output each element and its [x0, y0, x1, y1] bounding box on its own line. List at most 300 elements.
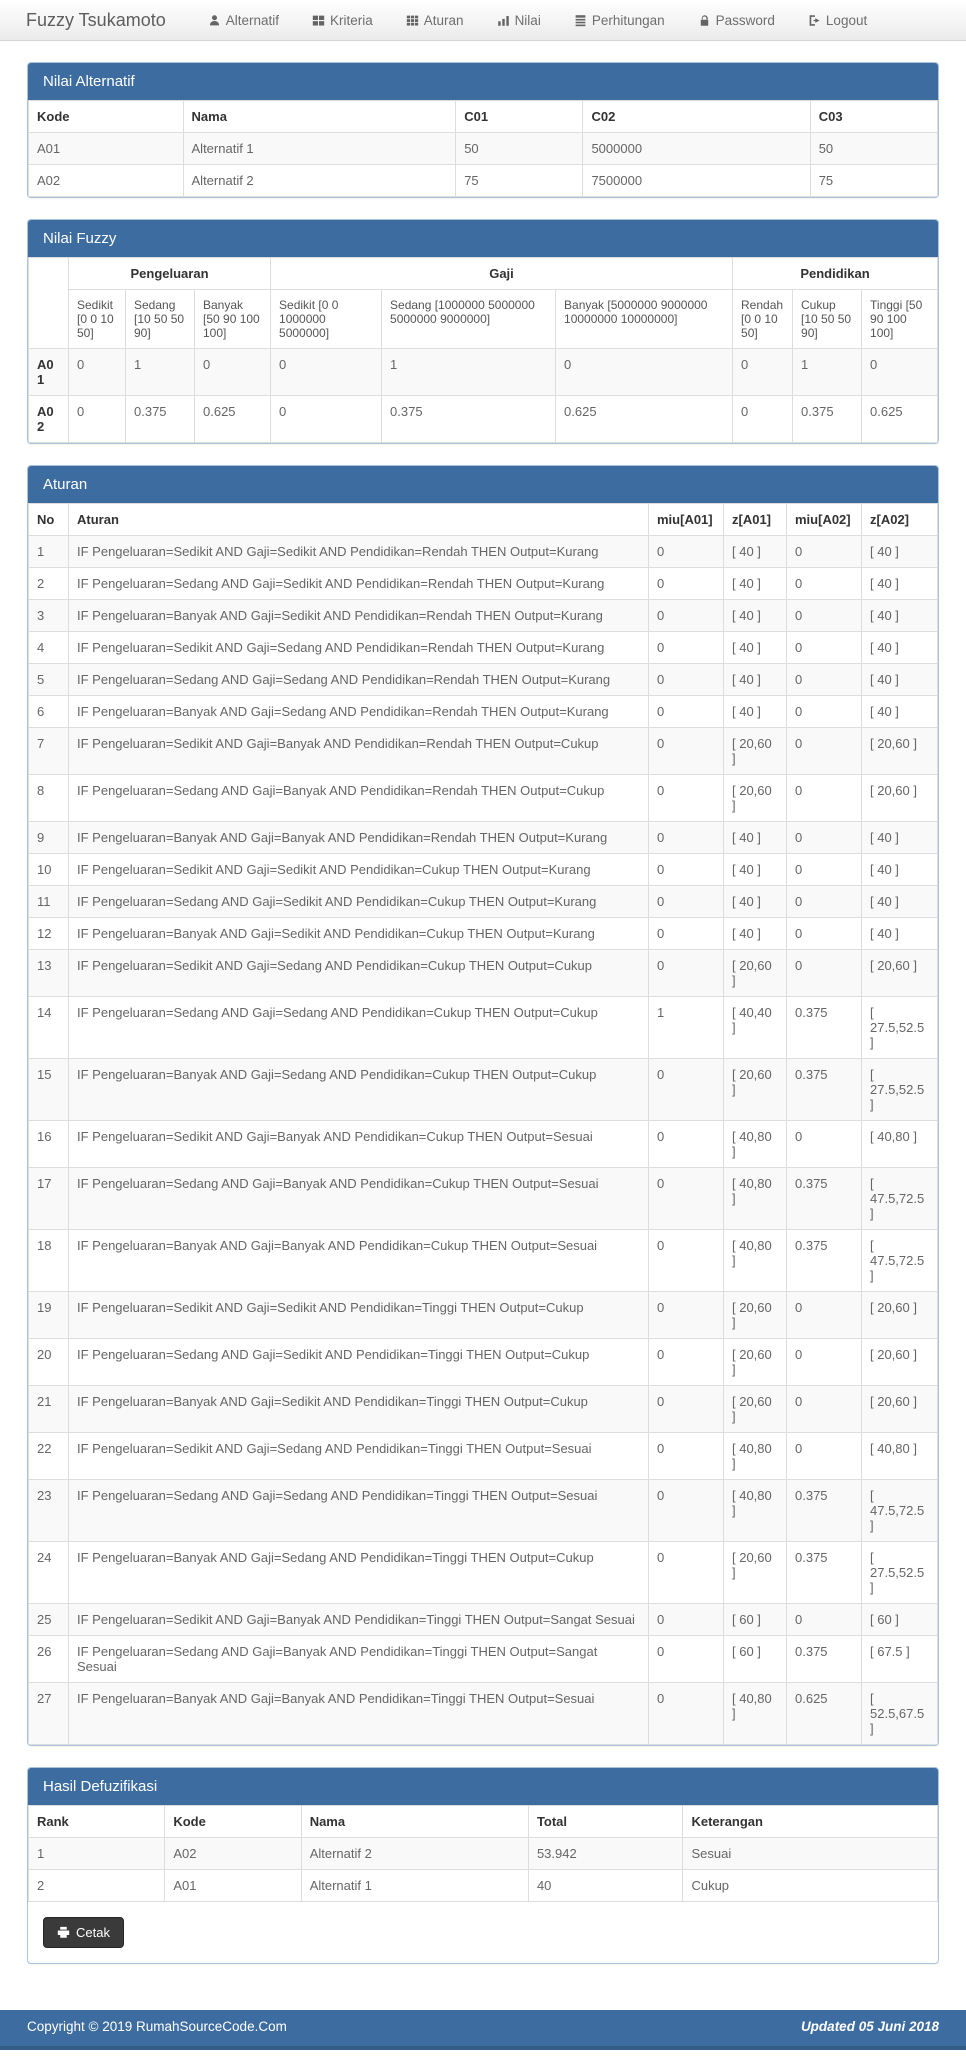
nav-item-logout[interactable] [808, 13, 867, 28]
table-cell: [ 20,60 ] [862, 1339, 938, 1386]
table-cell: 0.625 [195, 396, 271, 443]
table-cell: IF Pengeluaran=Banyak AND Gaji=Sedikit AND Pendidikan=Rendah THEN Output=Kurang [69, 600, 649, 632]
table-cell: 1 [29, 1838, 165, 1870]
table-row [29, 1683, 938, 1745]
nav-item-label: Kriteria [330, 12, 373, 28]
table-cell: A01 [29, 349, 69, 396]
nav-item-aturan[interactable] [406, 13, 464, 28]
table-cell: IF Pengeluaran=Banyak AND Gaji=Sedikit AND Pendidikan=Tinggi THEN Output=Cukup [69, 1386, 649, 1433]
table-cell: 0 [787, 1604, 862, 1636]
nilai-fuzzy-table [28, 257, 938, 443]
nav-item-alternatif[interactable] [208, 13, 279, 28]
table-row [29, 1339, 938, 1386]
table-cell: 0 [649, 696, 724, 728]
table-row [29, 886, 938, 918]
table-cell: [ 40 ] [724, 854, 787, 886]
table-cell: 0.625 [787, 1683, 862, 1745]
table-cell: 0 [271, 396, 382, 443]
table-cell: 0 [787, 1339, 862, 1386]
table-cell: 7500000 [583, 165, 810, 197]
table-cell: 5000000 [583, 133, 810, 165]
table-cell: [ 47.5,72.5 ] [862, 1480, 938, 1542]
table-cell: 0 [787, 1292, 862, 1339]
hasil-defuzifikasi-table [28, 1805, 938, 1902]
table-cell: 8 [29, 775, 69, 822]
table-cell: 0.375 [382, 396, 556, 443]
hasil-panel-body [28, 1902, 938, 1963]
table-cell: 0 [787, 600, 862, 632]
table-cell: 0 [649, 950, 724, 997]
table-cell: IF Pengeluaran=Sedikit AND Gaji=Banyak AND Pendidikan=Cukup THEN Output=Sesuai [69, 1121, 649, 1168]
table-cell: [ 40 ] [862, 854, 938, 886]
table-cell: Alternatif 1 [183, 133, 456, 165]
nav-item-label: Logout [825, 12, 868, 28]
table-cell: 0 [649, 1683, 724, 1745]
table-cell: [ 20,60 ] [862, 775, 938, 822]
table-cell: [ 40 ] [862, 664, 938, 696]
table-cell: [ 40 ] [862, 536, 938, 568]
table-cell: [ 60 ] [724, 1636, 787, 1683]
logout-icon [808, 14, 821, 27]
table-row [29, 950, 938, 997]
table-cell: 0 [649, 1604, 724, 1636]
table-row [29, 918, 938, 950]
table-cell: [ 20,60 ] [724, 1059, 787, 1121]
table-cell: [ 20,60 ] [724, 775, 787, 822]
table-row [29, 1230, 938, 1292]
table-row [29, 165, 938, 197]
table-row [29, 728, 938, 775]
table-cell: 7 [29, 728, 69, 775]
table-cell: [ 20,60 ] [724, 950, 787, 997]
table-cell: 0 [649, 1480, 724, 1542]
table-cell: A01 [29, 133, 184, 165]
copyright-text: Copyright © 2019 RumahSourceCode.Com [27, 2019, 287, 2034]
table-cell: [ 40,80 ] [724, 1433, 787, 1480]
table-row [29, 258, 938, 290]
nav-item-label: Password [715, 12, 775, 28]
table-cell: IF Pengeluaran=Banyak AND Gaji=Banyak AND Pendidikan=Rendah THEN Output=Kurang [69, 822, 649, 854]
header-cell: miu[A01] [649, 504, 724, 536]
table-cell: 4 [29, 632, 69, 664]
table-cell: 0 [787, 536, 862, 568]
header-cell: Cukup [10 50 50 90] [793, 290, 862, 349]
table-cell: IF Pengeluaran=Sedikit AND Gaji=Sedikit AND Pendidikan=Tinggi THEN Output=Cukup [69, 1292, 649, 1339]
table-cell: IF Pengeluaran=Sedikit AND Gaji=Sedikit AND Pendidikan=Rendah THEN Output=Kurang [69, 536, 649, 568]
table-cell: 0 [649, 728, 724, 775]
table-cell: 21 [29, 1386, 69, 1433]
table-cell: 0.375 [787, 1168, 862, 1230]
table-cell: [ 40 ] [724, 918, 787, 950]
table-cell: IF Pengeluaran=Banyak AND Gaji=Banyak AND Pendidikan=Tinggi THEN Output=Sesuai [69, 1683, 649, 1745]
table-cell: [ 40 ] [724, 536, 787, 568]
table-cell: [ 40 ] [862, 886, 938, 918]
table-cell: 0 [649, 822, 724, 854]
aturan-table [28, 503, 938, 1745]
header-cell: C03 [810, 101, 937, 133]
table-cell: [ 40 ] [724, 664, 787, 696]
table-cell: 0 [195, 349, 271, 396]
panel-title: Hasil Defuzifikasi [28, 1768, 938, 1805]
header-cell: Rendah [0 0 10 50] [733, 290, 793, 349]
table-cell: [ 20,60 ] [862, 728, 938, 775]
panel-hasil-defuzifikasi [27, 1767, 939, 1964]
th-icon [406, 14, 419, 27]
table-cell: [ 27.5,52.5 ] [862, 1059, 938, 1121]
nav-item-label: Nilai [514, 12, 541, 28]
table-cell: 0.375 [787, 1636, 862, 1683]
table-row [29, 1168, 938, 1230]
table-cell: 0.375 [787, 1059, 862, 1121]
table-row [29, 568, 938, 600]
user-icon [208, 14, 221, 27]
table-cell: IF Pengeluaran=Sedang AND Gaji=Sedang AND Pendidikan=Cukup THEN Output=Cukup [69, 997, 649, 1059]
table-cell: A02 [29, 396, 69, 443]
table-cell: 6 [29, 696, 69, 728]
table-cell: 0 [649, 1168, 724, 1230]
table-row [29, 1838, 938, 1870]
table-cell: 20 [29, 1339, 69, 1386]
table-cell: 0 [787, 775, 862, 822]
table-cell: 0 [787, 632, 862, 664]
table-cell: 5 [29, 664, 69, 696]
table-cell: 0 [69, 349, 126, 396]
header-cell: Banyak [5000000 9000000 10000000 10000000] [556, 290, 733, 349]
table-row [29, 664, 938, 696]
table-cell: 14 [29, 997, 69, 1059]
header-cell: Kode [165, 1806, 301, 1838]
table-cell: 23 [29, 1480, 69, 1542]
table-cell: 1 [793, 349, 862, 396]
updated-text: Updated 05 Juni 2018 [800, 2019, 939, 2034]
nav-menu [208, 13, 900, 28]
panel-aturan [27, 465, 939, 1746]
table-cell: [ 40 ] [724, 696, 787, 728]
table-cell: 2 [29, 568, 69, 600]
panel-title: Nilai Fuzzy [28, 220, 938, 257]
table-row [29, 396, 938, 443]
table-cell: 0 [649, 1059, 724, 1121]
table-cell: 22 [29, 1433, 69, 1480]
table-row [29, 822, 938, 854]
table-row [29, 133, 938, 165]
table-cell: IF Pengeluaran=Banyak AND Gaji=Sedikit AND Pendidikan=Cukup THEN Output=Kurang [69, 918, 649, 950]
table-cell: 0 [649, 918, 724, 950]
table-cell: IF Pengeluaran=Sedang AND Gaji=Sedikit AND Pendidikan=Cukup THEN Output=Kurang [69, 886, 649, 918]
table-row [29, 536, 938, 568]
bar-chart-icon [497, 14, 510, 27]
header-cell: z[A01] [724, 504, 787, 536]
table-cell: 0 [787, 664, 862, 696]
table-cell: IF Pengeluaran=Sedikit AND Gaji=Sedikit AND Pendidikan=Cukup THEN Output=Kurang [69, 854, 649, 886]
table-row [29, 290, 938, 349]
table-cell: 0.375 [787, 1230, 862, 1292]
table-cell: IF Pengeluaran=Banyak AND Gaji=Sedang AND Pendidikan=Tinggi THEN Output=Cukup [69, 1542, 649, 1604]
table-cell: 0 [787, 728, 862, 775]
table-cell: 0 [69, 396, 126, 443]
brand-title[interactable]: Fuzzy Tsukamoto [26, 9, 166, 30]
header-cell: Pengeluaran [69, 258, 271, 290]
table-cell: 0 [649, 1636, 724, 1683]
table-cell: 18 [29, 1230, 69, 1292]
panel-title: Nilai Alternatif [28, 63, 938, 100]
table-cell: 12 [29, 918, 69, 950]
table-cell: 1 [649, 997, 724, 1059]
table-cell: 13 [29, 950, 69, 997]
table-cell: IF Pengeluaran=Sedikit AND Gaji=Banyak AND Pendidikan=Rendah THEN Output=Cukup [69, 728, 649, 775]
panel-title: Aturan [28, 466, 938, 503]
table-cell: 0 [862, 349, 938, 396]
nav-item-password[interactable] [698, 13, 775, 28]
header-cell: C01 [456, 101, 583, 133]
table-cell: 50 [456, 133, 583, 165]
lock-icon [698, 14, 711, 27]
table-cell: 27 [29, 1683, 69, 1745]
table-cell: A02 [29, 165, 184, 197]
table-cell: [ 20,60 ] [862, 950, 938, 997]
table-cell: 16 [29, 1121, 69, 1168]
table-cell: [ 67.5 ] [862, 1636, 938, 1683]
table-cell: [ 40,80 ] [724, 1480, 787, 1542]
printer-icon [57, 1926, 70, 1939]
table-cell: 0 [649, 536, 724, 568]
table-cell: Alternatif 1 [301, 1870, 528, 1902]
table-cell: Alternatif 2 [183, 165, 456, 197]
table-cell: 0 [649, 1292, 724, 1339]
table-cell: 24 [29, 1542, 69, 1604]
table-cell: 0 [649, 775, 724, 822]
table-cell: 0 [787, 822, 862, 854]
table-cell: 0 [787, 1386, 862, 1433]
table-cell: 11 [29, 886, 69, 918]
panel-nilai-alternatif [27, 62, 939, 198]
table-cell: 3 [29, 600, 69, 632]
table-cell: 0 [733, 349, 793, 396]
table-cell: 0 [649, 1542, 724, 1604]
table-cell: IF Pengeluaran=Banyak AND Gaji=Sedang AND Pendidikan=Rendah THEN Output=Kurang [69, 696, 649, 728]
table-row [29, 1059, 938, 1121]
header-cell: Kode [29, 101, 184, 133]
table-cell: 0.375 [787, 1542, 862, 1604]
table-cell: [ 40 ] [724, 600, 787, 632]
header-cell: C02 [583, 101, 810, 133]
table-row [29, 1870, 938, 1902]
table-cell: 15 [29, 1059, 69, 1121]
navbar [0, 0, 966, 41]
table-cell: 10 [29, 854, 69, 886]
table-cell: 25 [29, 1604, 69, 1636]
table-cell: [ 20,60 ] [724, 1386, 787, 1433]
table-cell: [ 20,60 ] [724, 728, 787, 775]
table-cell: 0 [649, 1339, 724, 1386]
table-cell: [ 20,60 ] [724, 1542, 787, 1604]
table-cell: IF Pengeluaran=Sedang AND Gaji=Sedikit AND Pendidikan=Tinggi THEN Output=Cukup [69, 1339, 649, 1386]
nilai-alternatif-table [28, 100, 938, 197]
main-content [0, 41, 966, 1964]
table-row [29, 997, 938, 1059]
table-cell: 0.375 [793, 396, 862, 443]
table-cell: [ 52.5,67.5 ] [862, 1683, 938, 1745]
table-cell: 0 [649, 1121, 724, 1168]
table-cell: 0 [649, 1433, 724, 1480]
table-cell: 2 [29, 1870, 165, 1902]
table-cell: 0 [787, 950, 862, 997]
nav-item-nilai[interactable] [497, 13, 541, 28]
table-cell: [ 40,80 ] [724, 1121, 787, 1168]
table-cell: 40 [528, 1870, 683, 1902]
table-cell: IF Pengeluaran=Sedang AND Gaji=Sedang AND Pendidikan=Tinggi THEN Output=Sesuai [69, 1480, 649, 1542]
header-cell: z[A02] [862, 504, 938, 536]
header-cell: Sedikit [0 0 10 50] [69, 290, 126, 349]
header-cell [29, 258, 69, 349]
table-cell: 19 [29, 1292, 69, 1339]
table-cell: IF Pengeluaran=Banyak AND Gaji=Banyak AND Pendidikan=Cukup THEN Output=Sesuai [69, 1230, 649, 1292]
table-cell: 1 [29, 536, 69, 568]
table-row [29, 696, 938, 728]
header-cell: No [29, 504, 69, 536]
table-cell: 0 [649, 854, 724, 886]
table-cell: 26 [29, 1636, 69, 1683]
nav-item-kriteria[interactable] [312, 13, 373, 28]
table-cell: [ 40 ] [724, 822, 787, 854]
table-cell: A01 [165, 1870, 301, 1902]
table-row [29, 1480, 938, 1542]
table-row [29, 1806, 938, 1838]
table-cell: 0 [733, 396, 793, 443]
table-cell: IF Pengeluaran=Banyak AND Gaji=Sedang AND Pendidikan=Cukup THEN Output=Cukup [69, 1059, 649, 1121]
table-cell: 0 [271, 349, 382, 396]
table-cell: [ 60 ] [862, 1604, 938, 1636]
table-cell: 17 [29, 1168, 69, 1230]
table-cell: 0 [787, 886, 862, 918]
header-cell: Gaji [271, 258, 733, 290]
table-cell: [ 40,80 ] [862, 1433, 938, 1480]
table-cell: [ 40,80 ] [724, 1683, 787, 1745]
table-cell: 0.375 [126, 396, 195, 443]
header-cell: miu[A02] [787, 504, 862, 536]
table-cell: IF Pengeluaran=Sedikit AND Gaji=Sedang AND Pendidikan=Tinggi THEN Output=Sesuai [69, 1433, 649, 1480]
table-cell: 0 [649, 664, 724, 696]
table-row [29, 632, 938, 664]
header-cell: Sedikit [0 0 1000000 5000000] [271, 290, 382, 349]
table-row [29, 504, 938, 536]
table-cell: 9 [29, 822, 69, 854]
table-cell: [ 40,40 ] [724, 997, 787, 1059]
table-cell: 0 [787, 1121, 862, 1168]
table-cell: IF Pengeluaran=Sedang AND Gaji=Sedang AND Pendidikan=Rendah THEN Output=Kurang [69, 664, 649, 696]
table-cell: 0.625 [862, 396, 938, 443]
table-cell: [ 27.5,52.5 ] [862, 997, 938, 1059]
table-cell: Cukup [683, 1870, 938, 1902]
table-row [29, 101, 938, 133]
table-row [29, 1292, 938, 1339]
table-cell: [ 40 ] [862, 568, 938, 600]
table-cell: [ 40 ] [862, 696, 938, 728]
table-cell: [ 20,60 ] [862, 1386, 938, 1433]
table-cell: IF Pengeluaran=Sedang AND Gaji=Banyak AND Pendidikan=Rendah THEN Output=Cukup [69, 775, 649, 822]
header-cell: Nama [301, 1806, 528, 1838]
table-cell: 0 [787, 854, 862, 886]
table-row [29, 775, 938, 822]
table-cell: [ 27.5,52.5 ] [862, 1542, 938, 1604]
print-button[interactable] [43, 1917, 124, 1948]
table-cell: IF Pengeluaran=Sedang AND Gaji=Sedikit AND Pendidikan=Rendah THEN Output=Kurang [69, 568, 649, 600]
table-cell: [ 40,80 ] [862, 1121, 938, 1168]
table-cell: 50 [810, 133, 937, 165]
table-cell: Alternatif 2 [301, 1838, 528, 1870]
table-cell: [ 40 ] [862, 918, 938, 950]
table-cell: 0.375 [787, 1480, 862, 1542]
table-row [29, 1433, 938, 1480]
table-cell: IF Pengeluaran=Sedang AND Gaji=Banyak AND Pendidikan=Tinggi THEN Output=Sangat Sesuai [69, 1636, 649, 1683]
table-cell: [ 40 ] [724, 632, 787, 664]
table-cell: 53.942 [528, 1838, 683, 1870]
header-cell: Pendidikan [733, 258, 938, 290]
table-cell: 0 [649, 600, 724, 632]
header-cell: Total [528, 1806, 683, 1838]
table-cell: 0.625 [556, 396, 733, 443]
table-cell: [ 40 ] [862, 632, 938, 664]
table-row [29, 600, 938, 632]
header-cell: Tinggi [50 90 100 100] [862, 290, 938, 349]
table-cell: IF Pengeluaran=Sedang AND Gaji=Banyak AND Pendidikan=Cukup THEN Output=Sesuai [69, 1168, 649, 1230]
header-cell: Sedang [10 50 50 90] [126, 290, 195, 349]
table-cell: 75 [456, 165, 583, 197]
print-button-label: Cetak [76, 1925, 110, 1940]
header-cell: Keterangan [683, 1806, 938, 1838]
table-cell: 75 [810, 165, 937, 197]
table-cell: 0 [649, 886, 724, 918]
table-row [29, 1386, 938, 1433]
th-large-icon [312, 14, 325, 27]
nav-item-label: Aturan [423, 12, 464, 28]
table-cell: Sesuai [683, 1838, 938, 1870]
table-cell: 1 [382, 349, 556, 396]
table-cell: 0 [649, 568, 724, 600]
table-cell: [ 40 ] [862, 822, 938, 854]
table-cell: [ 40 ] [724, 886, 787, 918]
table-cell: 1 [126, 349, 195, 396]
table-cell: [ 20,60 ] [724, 1339, 787, 1386]
table-cell: [ 20,60 ] [862, 1292, 938, 1339]
table-cell: [ 47.5,72.5 ] [862, 1168, 938, 1230]
table-row [29, 1121, 938, 1168]
header-cell: Nama [183, 101, 456, 133]
table-cell: 0 [787, 696, 862, 728]
table-cell: [ 20,60 ] [724, 1292, 787, 1339]
table-row [29, 1542, 938, 1604]
header-cell: Rank [29, 1806, 165, 1838]
table-cell: 0 [649, 1230, 724, 1292]
table-cell: IF Pengeluaran=Sedikit AND Gaji=Sedang AND Pendidikan=Cukup THEN Output=Cukup [69, 950, 649, 997]
header-cell: Aturan [69, 504, 649, 536]
table-cell: IF Pengeluaran=Sedikit AND Gaji=Banyak AND Pendidikan=Tinggi THEN Output=Sangat Sesuai [69, 1604, 649, 1636]
calculator-icon [574, 14, 587, 27]
nav-item-label: Perhitungan [591, 12, 665, 28]
table-cell: 0 [787, 918, 862, 950]
table-row [29, 349, 938, 396]
table-cell: 0 [787, 1433, 862, 1480]
table-cell: [ 60 ] [724, 1604, 787, 1636]
header-cell: Banyak [50 90 100 100] [195, 290, 271, 349]
nav-item-perhitungan[interactable] [574, 13, 665, 28]
table-cell: [ 40,80 ] [724, 1230, 787, 1292]
table-cell: [ 40 ] [724, 568, 787, 600]
table-cell: 0 [649, 1386, 724, 1433]
nav-item-label: Alternatif [225, 12, 280, 28]
panel-nilai-fuzzy [27, 219, 939, 444]
table-cell: 0 [556, 349, 733, 396]
